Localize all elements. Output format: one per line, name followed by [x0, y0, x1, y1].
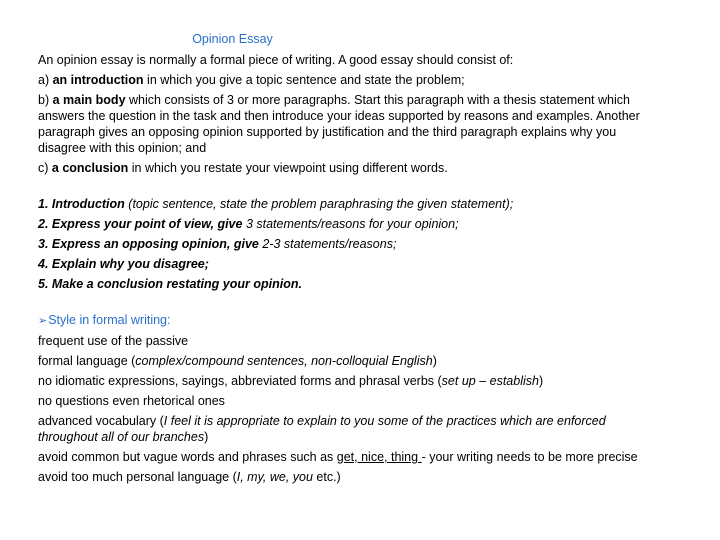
style-item-vocabulary: [38, 413, 658, 445]
part-text: in which you restate your viewpoint using different words.: [128, 161, 448, 175]
part-introduction: [38, 72, 658, 88]
spacer: [38, 180, 658, 196]
style-text: avoid common but vague words and phrases such as: [38, 450, 337, 464]
step-bold: 4. Explain why you disagree;: [38, 257, 209, 271]
step-bold: 1. Introduction: [38, 197, 129, 211]
step-rest: 2-3 statements/reasons;: [262, 237, 397, 251]
step-bold: 2. Express your point of view, give: [38, 217, 246, 231]
style-example: I, my, we, you: [236, 470, 313, 484]
style-heading-text: Style in formal writing:: [48, 313, 171, 327]
style-example: I feel it is appropriate to explain to you some of the practices which are enforced throughout all of our branches: [38, 414, 606, 444]
style-heading: [38, 312, 658, 329]
step-3: [38, 236, 658, 252]
style-example: complex/compound sentences, non-colloquial English: [135, 354, 433, 368]
spacer: [38, 296, 658, 312]
part-text: in which you give a topic sentence and state the problem;: [143, 73, 465, 87]
step-2: [38, 216, 658, 232]
part-prefix: a): [38, 73, 53, 87]
style-text: ): [204, 430, 209, 444]
style-text: formal language (: [38, 354, 136, 368]
part-main-body: [38, 92, 658, 156]
style-text: ): [432, 354, 437, 368]
style-example: set up – establish: [441, 374, 539, 388]
style-text: ): [538, 374, 544, 388]
step-bold: 5. Make a conclusion restating your opinion.: [38, 277, 302, 291]
style-text: etc.): [312, 470, 341, 484]
intro-paragraph: An opinion essay is normally a formal piece of writing. A good essay should consist of:: [38, 53, 514, 67]
document-body: [38, 52, 658, 489]
step-rest: (topic sentence, state the problem paraphrasing the given statement);: [128, 197, 514, 211]
part-text: which consists of 3 or more paragraphs. Start this paragraph with a thesis statement which answers the question in the task and then introduce your ideas supported by reasons and examples. Another paragraph gives an opposing opinion supported by justification and the third paragraph explains why you disagree with this opinion; and: [38, 93, 640, 155]
part-term: a conclusion: [51, 161, 129, 175]
style-item-formal: [38, 353, 658, 369]
style-item-passive: frequent use of the passive: [38, 334, 189, 348]
page-title: Opinion Essay: [192, 32, 273, 46]
style-item-questions: no questions even rhetorical ones: [38, 394, 225, 408]
style-text: no idiomatic expressions, sayings, abbreviated forms and phrasal verbs (: [38, 374, 442, 388]
style-example: get, nice, thing: [336, 450, 422, 464]
style-item-vague-words: [38, 449, 658, 465]
part-term: an introduction: [52, 73, 144, 87]
step-bold: 3. Express an opposing opinion, give: [38, 237, 263, 251]
part-prefix: b): [38, 93, 53, 107]
step-rest: 3 statements/reasons for your opinion;: [245, 217, 459, 231]
arrow-bullet-icon: ➢: [38, 315, 48, 327]
part-term: a main body: [52, 93, 126, 107]
style-item-idioms: [38, 373, 658, 389]
step-4: [38, 256, 658, 272]
style-item-personal-language: [38, 469, 658, 485]
style-text: - your writing needs to be more precise: [421, 450, 638, 464]
part-conclusion: [38, 160, 658, 176]
style-text: avoid too much personal language (: [38, 470, 237, 484]
step-5: [38, 276, 658, 292]
style-text: advanced vocabulary (: [38, 414, 164, 428]
step-1: [38, 196, 658, 212]
part-prefix: c): [38, 161, 52, 175]
